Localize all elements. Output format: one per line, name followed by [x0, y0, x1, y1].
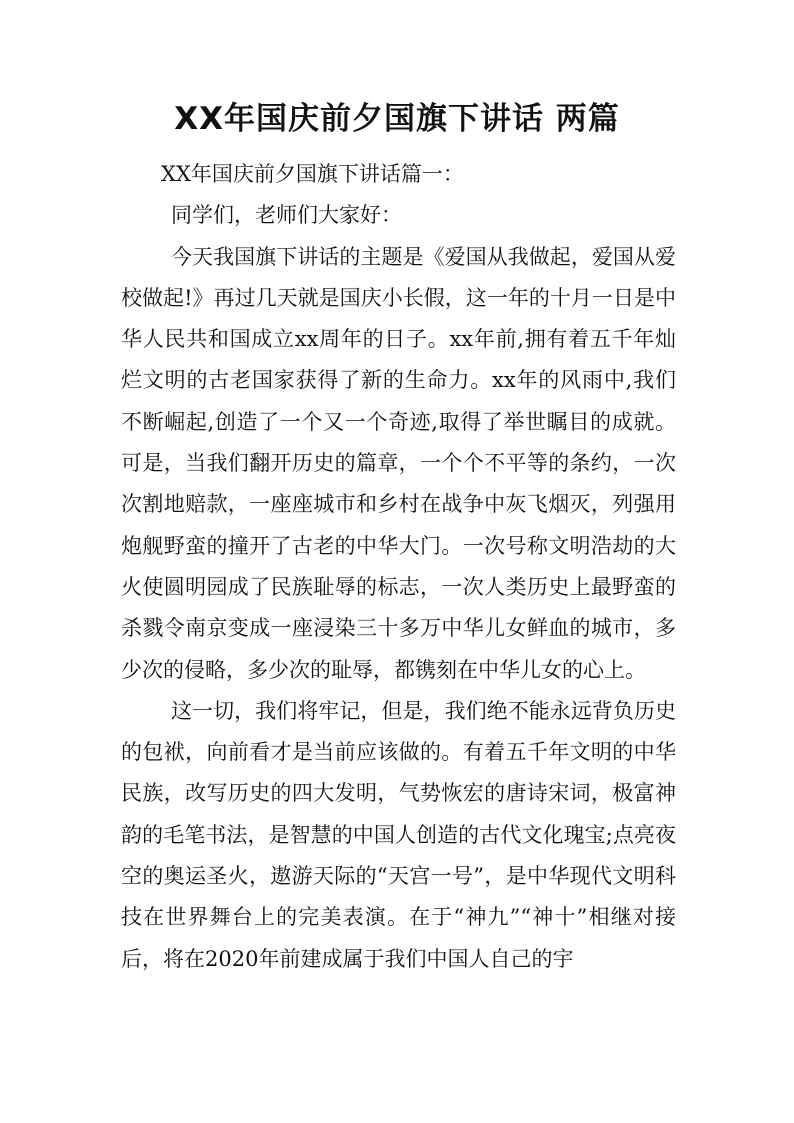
document-title: XX年国庆前夕国旗下讲话 两篇: [174, 101, 620, 137]
greeting: 同学们，老师们大家好：: [171, 203, 402, 228]
paragraph-1: 今天我国旗下讲话的主题是《爱国从我做起，爱国从爱校做起!》再过几天就是国庆小长假，这一年的十月一日是中华人民共和国成立xx周年的日子。xx年前,拥有着五千年灿烂文明的古老国家获得了新的生命力。xx年的风雨中,我们不断崛起,创造了一个又一个奇迹,取得了举世瞩目的成就。可是，当我们翻开历史的篇章，一个个不平等的条约，一次次割地赔款，一座座城市和乡村在战争中灰飞烟灭，列强用炮舰野蛮的撞开了古老的中华大门。一次号称文明浩劫的大火使圆明园成了民族耻辱的标志，一次人类历史上最野蛮的杀戮令南京变成一座浸染三十多万中华儿女鲜血的城市，多少次的侵略，多少次的耻辱，都镌刻在中华儿女的心上。: [121, 244, 676, 682]
section-subtitle: XX年国庆前夕国旗下讲话篇一：: [161, 162, 464, 186]
paragraph-2: 这一切，我们将牢记，但是，我们绝不能永远背负历史的包袱，向前看才是当前应该做的。有着五千年文明的中华民族，改写历史的四大发明，气势恢宏的唐诗宋词，极富神韵的毛笔书法，是智慧的中国人创造的古代文化瑰宝;点亮夜空的奥运圣火，遨游天际的“天宫一号”，是中华现代文明科技在世界舞台上的完美表演。在于“神九”“神十”相继对接后，将在2020年前建成属于我们中国人自己的宇: [121, 698, 676, 971]
document-body: [121, 154, 676, 980]
